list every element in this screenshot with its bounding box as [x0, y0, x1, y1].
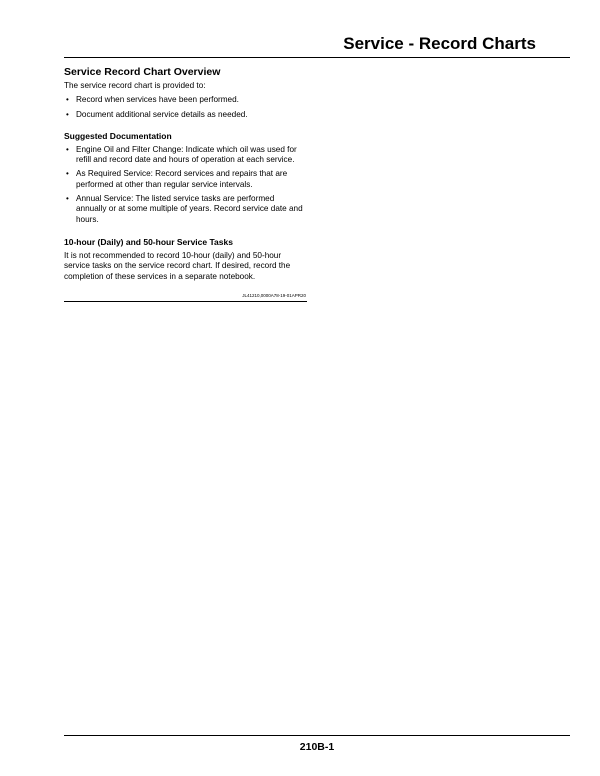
overview-item-text: Record when services have been performed. [76, 95, 239, 105]
page-title: Service - Record Charts [343, 34, 536, 53]
title-divider [64, 57, 570, 58]
bullet-icon: • [66, 169, 69, 179]
reference-id: JL41210,0000A78-19-01APR20 [242, 292, 306, 298]
page-number: 210B-1 [299, 741, 335, 753]
content-column [64, 66, 307, 302]
bullet-icon: • [66, 95, 69, 105]
documentation-item [64, 145, 307, 166]
documentation-list [64, 145, 307, 225]
documentation-item [64, 169, 307, 190]
documentation-heading: Suggested Documentation [64, 130, 172, 141]
overview-item [64, 110, 307, 120]
overview-item-text: Document additional service details as needed. [76, 109, 248, 119]
overview-intro: The service record chart is provided to: [64, 81, 206, 90]
bullet-icon: • [66, 144, 69, 154]
overview-item [64, 95, 307, 105]
bullet-icon: • [66, 109, 69, 119]
footer-divider [64, 735, 570, 736]
documentation-item-text: Annual Service: The listed service tasks are performed annually or at some multiple of years. Record service date and hours. [76, 194, 303, 224]
bullet-icon: • [66, 194, 69, 204]
documentation-item-text: Engine Oil and Filter Change: Indicate which oil was used for refill and record date and hours of operation at each service. [76, 144, 297, 165]
hourly-body: It is not recommended to record 10-hour (daily) and 50-hour service tasks on the service record chart. If desired, record the completion of these services in a separate notebook. [64, 250, 291, 281]
hourly-heading: 10-hour (Daily) and 50-hour Service Tasks [64, 236, 233, 247]
section-divider [64, 301, 307, 302]
overview-list [64, 95, 307, 120]
overview-heading: Service Record Chart Overview [64, 66, 221, 78]
documentation-item-text: As Required Service: Record services and repairs that are performed at other than regular service intervals. [76, 169, 288, 189]
documentation-item [64, 194, 307, 225]
